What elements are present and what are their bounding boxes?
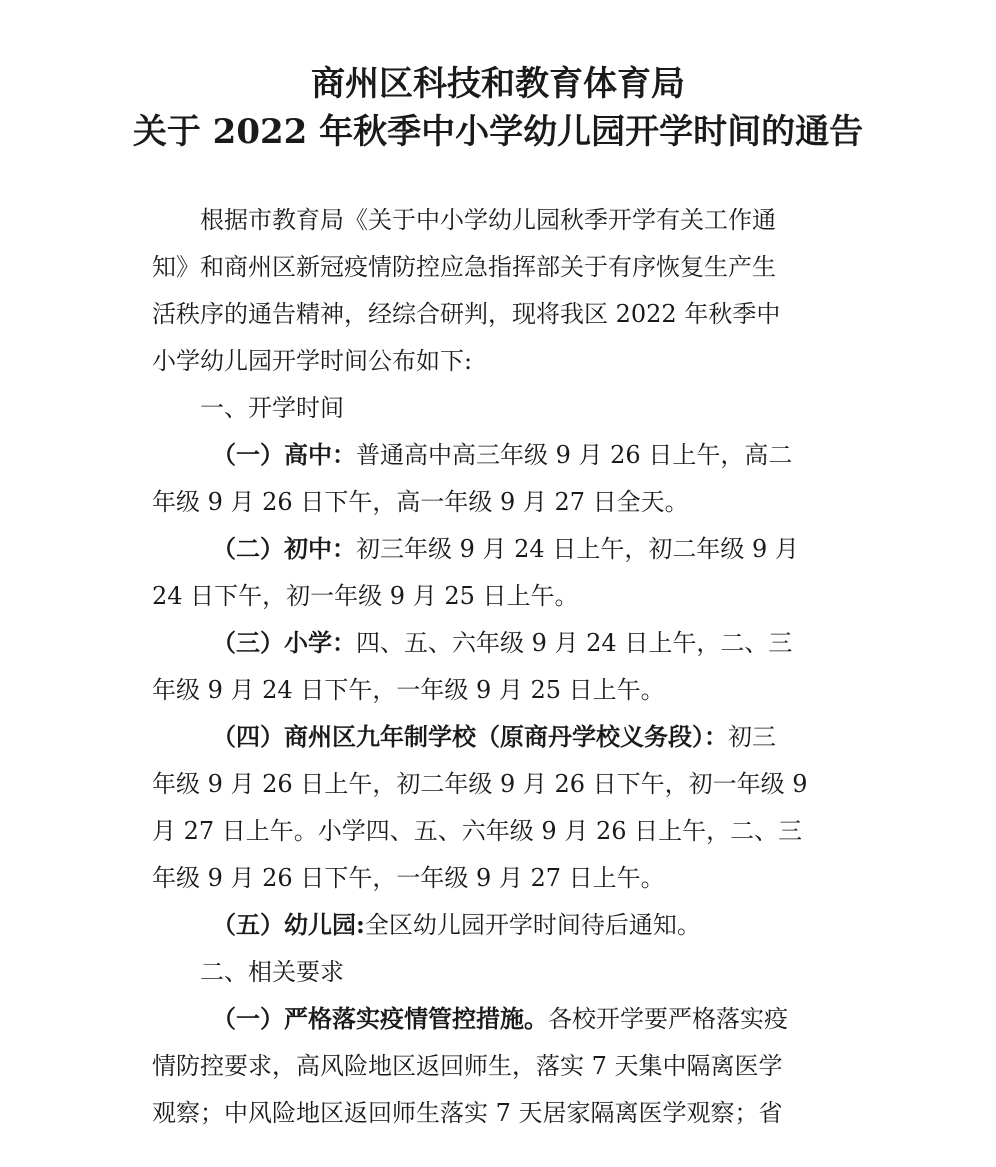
list-item [212,1003,912,1035]
item-text: 月 27 日上午。小学四、五、六年级 9 月 26 日上午，二、三 [152,817,803,845]
list-item [212,439,912,471]
item-label: （一）高中： [212,440,356,469]
list-item [212,909,912,941]
item-text: 初三年级 9 月 24 日上午，初二年级 9 月 [356,535,799,563]
item-text: 观察；中风险地区返回师生落实 7 天居家隔离医学观察；省 [152,1099,783,1127]
item-label: （二）初中： [212,534,356,563]
section-heading: 二、相关要求 [200,958,344,986]
item-text: 24 日下午，初一年级 9 月 25 日上午。 [152,582,579,610]
item-text: 各校开学要严格落实疫 [548,1005,788,1033]
item-text: 年级 9 月 24 日下午，一年级 9 月 25 日上午。 [152,676,665,704]
item-text: 四、五、六年级 9 月 24 日上午，二、三 [356,629,793,657]
item-text: 年级 9 月 26 日上午，初二年级 9 月 26 日下午，初一年级 9 [152,770,808,798]
item-text: 年级 9 月 26 日下午，一年级 9 月 27 日上午。 [152,864,665,892]
intro-line: 活秩序的通告精神，经综合研判，现将我区 2022 年秋季中 [152,300,781,328]
item-label: （四）商州区九年制学校（原商丹学校义务段）： [212,722,728,751]
item-text: 初三 [728,723,776,751]
item-text: 年级 9 月 26 日下午，高一年级 9 月 27 日全天。 [152,488,689,516]
item-label: （三）小学： [212,628,356,657]
intro-line: 知》和商州区新冠疫情防控应急指挥部关于有序恢复生产生 [152,253,776,281]
list-item [212,533,912,565]
list-item [212,721,912,753]
item-label: （一）严格落实疫情管控措施。 [212,1004,548,1033]
item-label: （五）幼儿园: [212,910,365,939]
intro-line: 根据市教育局《关于中小学幼儿园秋季开学有关工作通 [200,206,776,234]
list-item [212,627,912,659]
item-text: 情防控要求，高风险地区返回师生，落实 7 天集中隔离医学 [152,1052,783,1080]
title-line-1: 商州区科技和教育体育局 [311,64,685,104]
title-line-2: 关于 2022 年秋季中小学幼儿园开学时间的通告 [132,112,864,152]
item-text: 普通高中高三年级 9 月 26 日上午，高二 [356,441,793,469]
item-text: 全区幼儿园开学时间待后通知。 [364,911,701,939]
intro-line: 小学幼儿园开学时间公布如下: [152,347,473,375]
section-heading: 一、开学时间 [200,394,344,422]
